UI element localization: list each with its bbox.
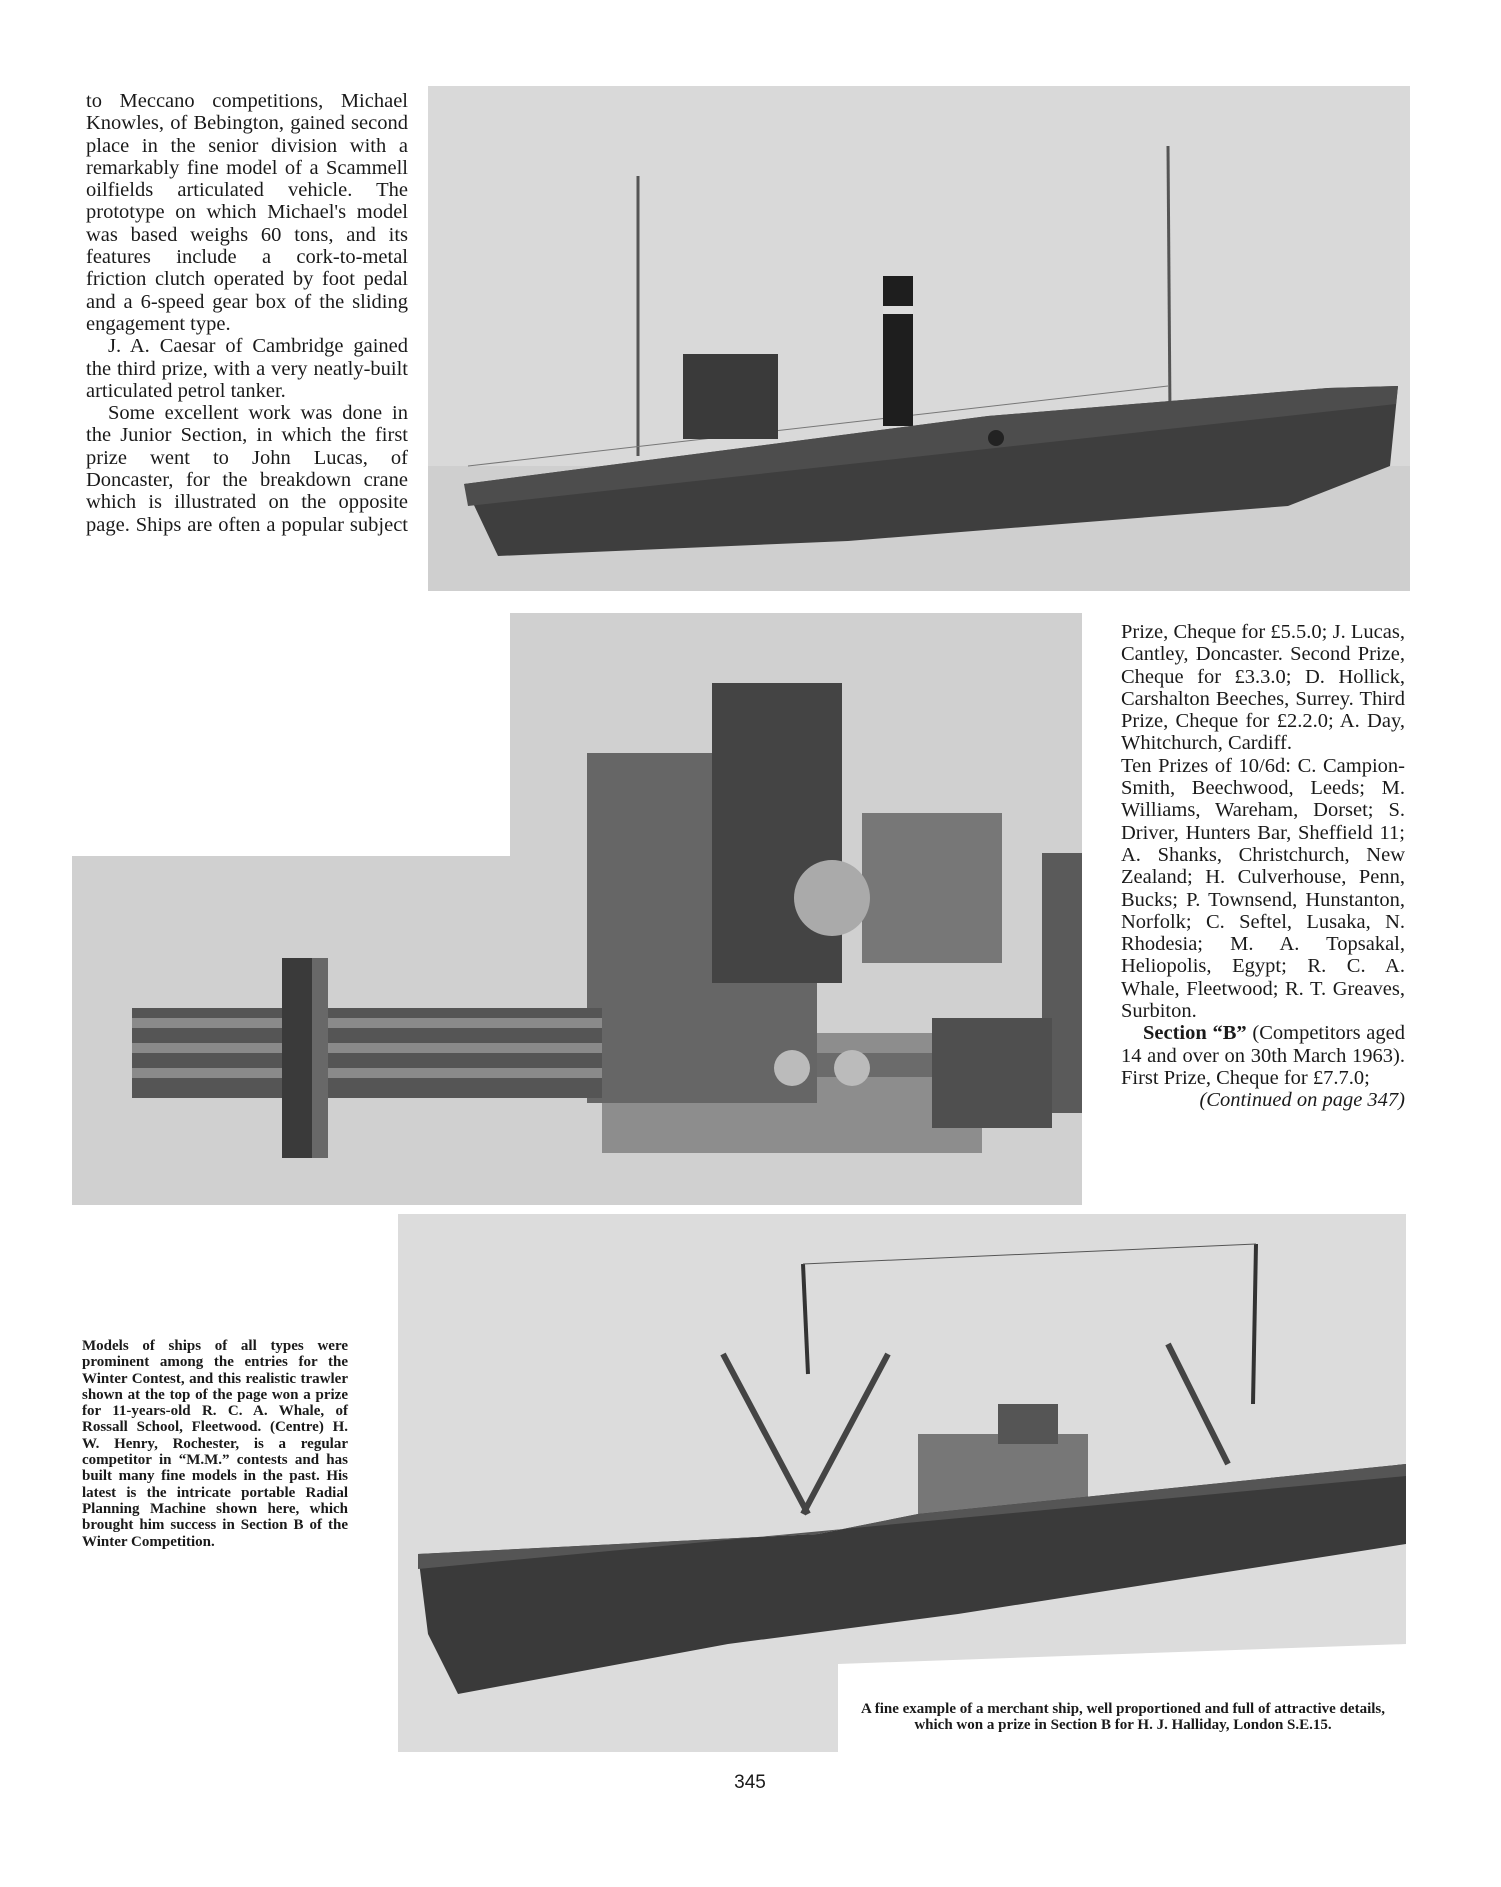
- merchant-ship-photo: [398, 1214, 1406, 1752]
- trawler-photo: [428, 86, 1410, 591]
- left-caption: Models of ships of all types were prominent among the entries for the Winter Contest, and this realistic trawler shown at the top of the page won a prize for 11-years-old R. C. A. Whale, of Rossall School, Fleetwood. (Centre) H. W. Henry, Rochester, is a regular competitor in “M.M.” contests and has built many fine models in the past. His latest is the intricate portable Radial Planning Machine shown here, which brought him success in Section B of the Winter Competition.: [82, 1338, 348, 1550]
- continued-note: (Continued on page 347): [1199, 1089, 1405, 1112]
- section-text: (Competitors aged 14 and over on 30th March 1963). First Prize, Cheque for £7.7.0;: [1121, 1022, 1405, 1089]
- trawler-image: [428, 86, 1410, 591]
- merchant-ship-caption: A fine example of a merchant ship, well proportioned and full of attractive details, which won a prize in Section B for H. J. Halliday, London S.E.15.: [840, 1697, 1406, 1734]
- section-b-paragraph: [1121, 1022, 1405, 1089]
- paragraph: Prize, Cheque for £5.5.0; J. Lucas, Cantley, Doncaster. Second Prize, Cheque for £3.3.0; D. Hollick, Carshalton Beeches, Surrey. Third Prize, Cheque for £2.2.0; A. Day, Whitchurch, Cardiff.: [1121, 621, 1405, 755]
- page-number: 345: [734, 1772, 766, 1793]
- paragraph: to Meccano competitions, Michael Knowles, of Bebington, gained second place in the senior division with a remarkably fine model of a Scammell oilfields articulated vehicle. The prototype on which Michael's model was based weighs 60 tons, and its features include a cork-to-metal friction clutch operated by foot pedal and a 6-speed gear box of the sliding engagement type.: [86, 90, 408, 335]
- left-column-text: [86, 90, 408, 536]
- radial-planning-machine-photo: [72, 613, 1082, 1205]
- merchant-ship-image: [398, 1214, 1406, 1752]
- machine-image: [72, 613, 1082, 1205]
- right-column-text: [1121, 621, 1405, 1112]
- paragraph: J. A. Caesar of Cambridge gained the third prize, with a very neatly-built articulated petrol tanker.: [86, 335, 408, 402]
- paragraph: Some excellent work was done in the Junior Section, in which the first prize went to John Lucas, of Doncaster, for the breakdown crane which is illustrated on the opposite page. Ships are often a popular subject: [86, 402, 408, 536]
- section-label: Section “B”: [1143, 1022, 1247, 1045]
- paragraph: Ten Prizes of 10/6d: C. Campion-Smith, Beechwood, Leeds; M. Williams, Wareham, Dorset; S. Driver, Hunters Bar, Sheffield 11; A. Shanks, Christchurch, New Zealand; H. Culverhouse, Penn, Bucks; P. Townsend, Hunstanton, Norfolk; C. Seftel, Lusaka, N. Rhodesia; M. A. Topsakal, Heliopolis, Egypt; R. C. A. Whale, Fleetwood; R. T. Greaves, Surbiton.: [1121, 754, 1405, 1023]
